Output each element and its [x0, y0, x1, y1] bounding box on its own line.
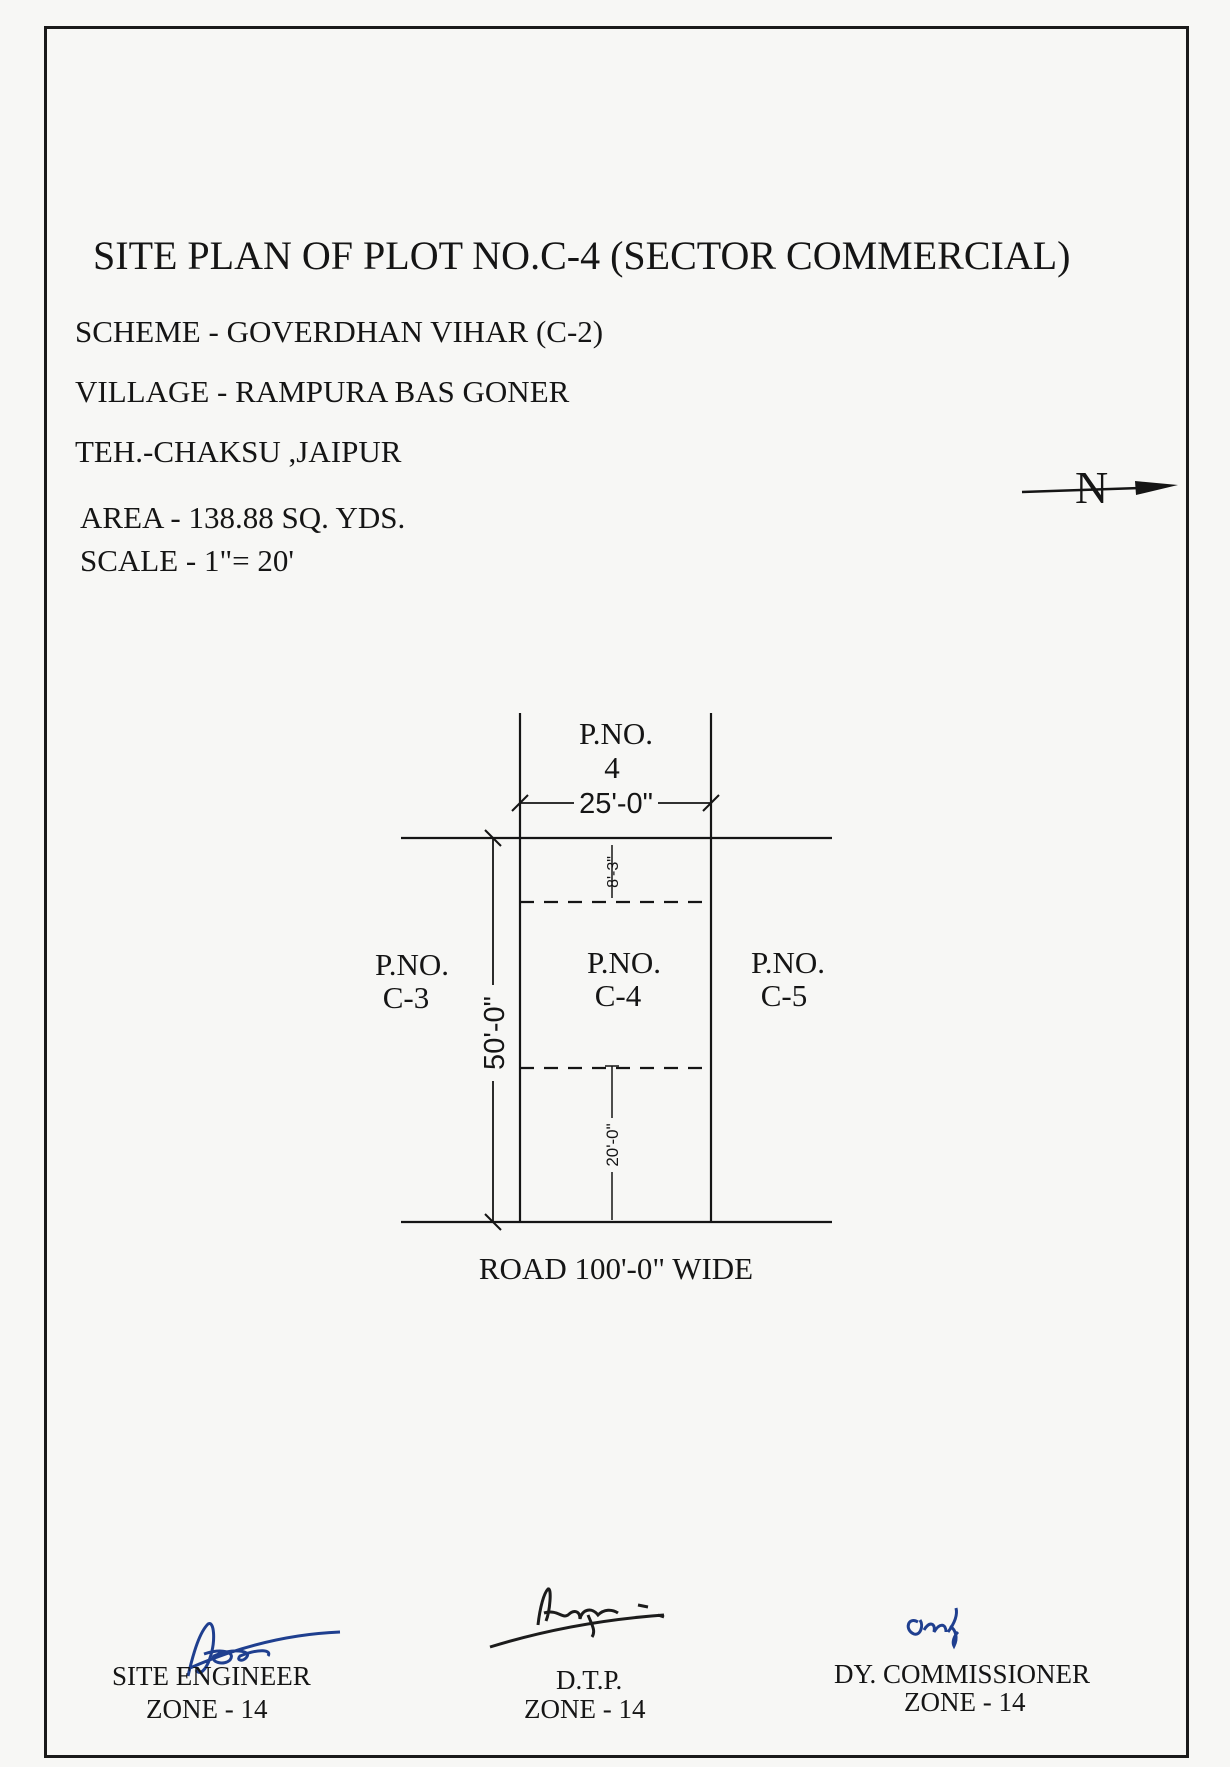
scheme-line: SCHEME - GOVERDHAN VIHAR (C-2) [75, 314, 604, 349]
area-line: AREA - 138.88 SQ. YDS. [80, 500, 406, 535]
tehsil-line: TEH.-CHAKSU ,JAIPUR [75, 434, 402, 469]
dy-commissioner-title: DY. COMMISSIONER [834, 1659, 1091, 1689]
north-label: N [1075, 462, 1109, 513]
site-engineer-zone: ZONE - 14 [146, 1694, 268, 1724]
village-line: VILLAGE - RAMPURA BAS GONER [75, 374, 570, 409]
left-plot-label-1: P.NO. [374, 947, 450, 982]
dtp-title: D.T.P. [556, 1665, 623, 1695]
front-setback-dimension-label: 8'-3" [605, 856, 622, 888]
dtp-signature-icon [488, 1585, 678, 1655]
site-engineer-title: SITE ENGINEER [112, 1661, 311, 1691]
top-plot-label-1: P.NO. [578, 716, 654, 751]
top-plot-label-2: 4 [604, 750, 620, 785]
left-plot-label-2: C-3 [382, 980, 430, 1015]
width-dimension-label: 25'-0" [579, 788, 653, 820]
center-plot-label-2: C-4 [594, 978, 642, 1013]
rear-setback-dimension-label: 20'-0" [603, 1123, 622, 1167]
right-plot-label-2: C-5 [760, 978, 808, 1013]
dy-commissioner-zone: ZONE - 14 [904, 1687, 1026, 1717]
road-label: ROAD 100'-0" WIDE [478, 1251, 754, 1286]
scale-line: SCALE - 1"= 20' [80, 543, 294, 578]
center-plot-label-1: P.NO. [586, 945, 662, 980]
dy-commissioner-signature-icon [900, 1602, 980, 1652]
depth-dimension-label: 50'-0" [479, 996, 511, 1070]
dtp-zone: ZONE - 14 [524, 1694, 646, 1724]
page-title: SITE PLAN OF PLOT NO.C-4 (SECTOR COMMERCIAL) [93, 233, 1071, 278]
right-plot-label-1: P.NO. [750, 945, 826, 980]
